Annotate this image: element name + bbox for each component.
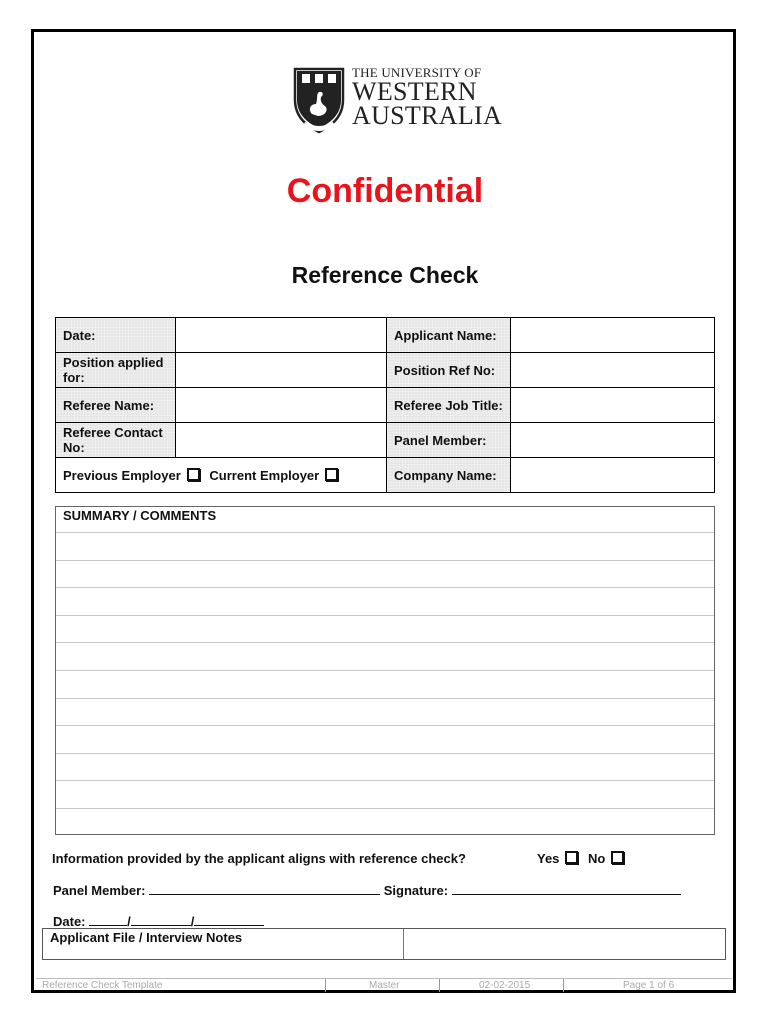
signoff-row — [53, 882, 681, 898]
panel-member-label: Panel Member: — [387, 423, 511, 458]
comment-line — [56, 780, 714, 808]
notes-divider — [403, 929, 404, 959]
previous-employer-label: Previous Employer — [63, 467, 181, 483]
panel-member-signoff-label: Panel Member: — [53, 883, 146, 898]
reference-details-table — [55, 317, 715, 493]
logo-line-3: AUSTRALIA — [352, 101, 503, 130]
no-checkbox[interactable] — [611, 851, 624, 864]
crest-icon — [292, 66, 346, 134]
comment-line — [56, 725, 714, 753]
signoff-date-row — [53, 913, 264, 929]
yes-label: Yes — [537, 851, 560, 866]
comment-line — [56, 698, 714, 726]
position-ref-label: Position Ref No: — [387, 353, 511, 388]
position-label: Position applied for: — [56, 353, 176, 388]
referee-contact-label: Referee Contact No: — [56, 423, 176, 458]
summary-header: SUMMARY / COMMENTS — [63, 508, 217, 523]
date-separator: / — [127, 914, 131, 929]
logo-line-1: THE UNIVERSITY OF — [352, 65, 482, 80]
footer-template: Reference Check Template — [42, 980, 163, 991]
referee-contact-field[interactable] — [175, 423, 386, 458]
current-employer-label: Current Employer — [209, 467, 320, 483]
logo-line-2: WESTERN — [352, 77, 477, 106]
employer-type-cell — [56, 458, 387, 493]
interview-notes-box[interactable] — [42, 928, 726, 960]
notes-label: Applicant File / Interview Notes — [50, 930, 243, 945]
comment-line — [56, 587, 714, 615]
footer-divider — [325, 979, 326, 992]
footer-date: 02-02-2015 — [479, 980, 531, 991]
page-title: Reference Check — [291, 262, 479, 288]
referee-job-field[interactable] — [510, 388, 714, 423]
previous-employer-checkbox[interactable] — [187, 468, 200, 481]
comment-line — [56, 532, 714, 560]
panel-member-field[interactable] — [510, 423, 714, 458]
alignment-options — [537, 851, 630, 866]
summary-comments-box[interactable] — [55, 506, 715, 835]
no-label: No — [588, 851, 606, 866]
date-year-field[interactable] — [194, 913, 264, 926]
comment-line — [56, 615, 714, 643]
footer-page: Page 1 of 6 — [623, 980, 675, 991]
signature-label: Signature: — [383, 883, 449, 898]
date-separator: / — [190, 914, 195, 929]
comment-line — [56, 560, 714, 588]
date-label: Date: — [56, 318, 176, 353]
referee-name-label: Referee Name: — [56, 388, 176, 423]
position-ref-field[interactable] — [510, 353, 714, 388]
comment-line — [56, 670, 714, 698]
position-field[interactable] — [175, 353, 386, 388]
page-footer — [36, 978, 732, 992]
footer-divider — [439, 979, 440, 992]
referee-job-label: Referee Job Title: — [387, 388, 511, 423]
date-day-field[interactable] — [89, 913, 127, 926]
referee-name-field[interactable] — [175, 388, 386, 423]
comment-line — [56, 753, 714, 781]
date-field[interactable] — [175, 318, 386, 353]
panel-member-signoff-field[interactable] — [149, 882, 380, 895]
footer-status: Master — [369, 980, 400, 991]
applicant-name-field[interactable] — [510, 318, 714, 353]
confidential-heading: Confidential — [286, 172, 484, 210]
comment-line — [56, 808, 714, 836]
yes-checkbox[interactable] — [565, 851, 578, 864]
university-logo — [292, 65, 503, 138]
alignment-question: Information provided by the applicant aligns with reference check? — [52, 851, 466, 866]
signature-field[interactable] — [452, 882, 681, 895]
company-name-label: Company Name: — [387, 458, 511, 493]
comment-line — [56, 642, 714, 670]
signoff-date-label: Date: — [53, 914, 86, 929]
current-employer-checkbox[interactable] — [325, 468, 338, 481]
date-month-field[interactable] — [131, 913, 191, 926]
applicant-name-label: Applicant Name: — [387, 318, 511, 353]
company-name-field[interactable] — [510, 458, 714, 493]
footer-divider — [563, 979, 564, 992]
